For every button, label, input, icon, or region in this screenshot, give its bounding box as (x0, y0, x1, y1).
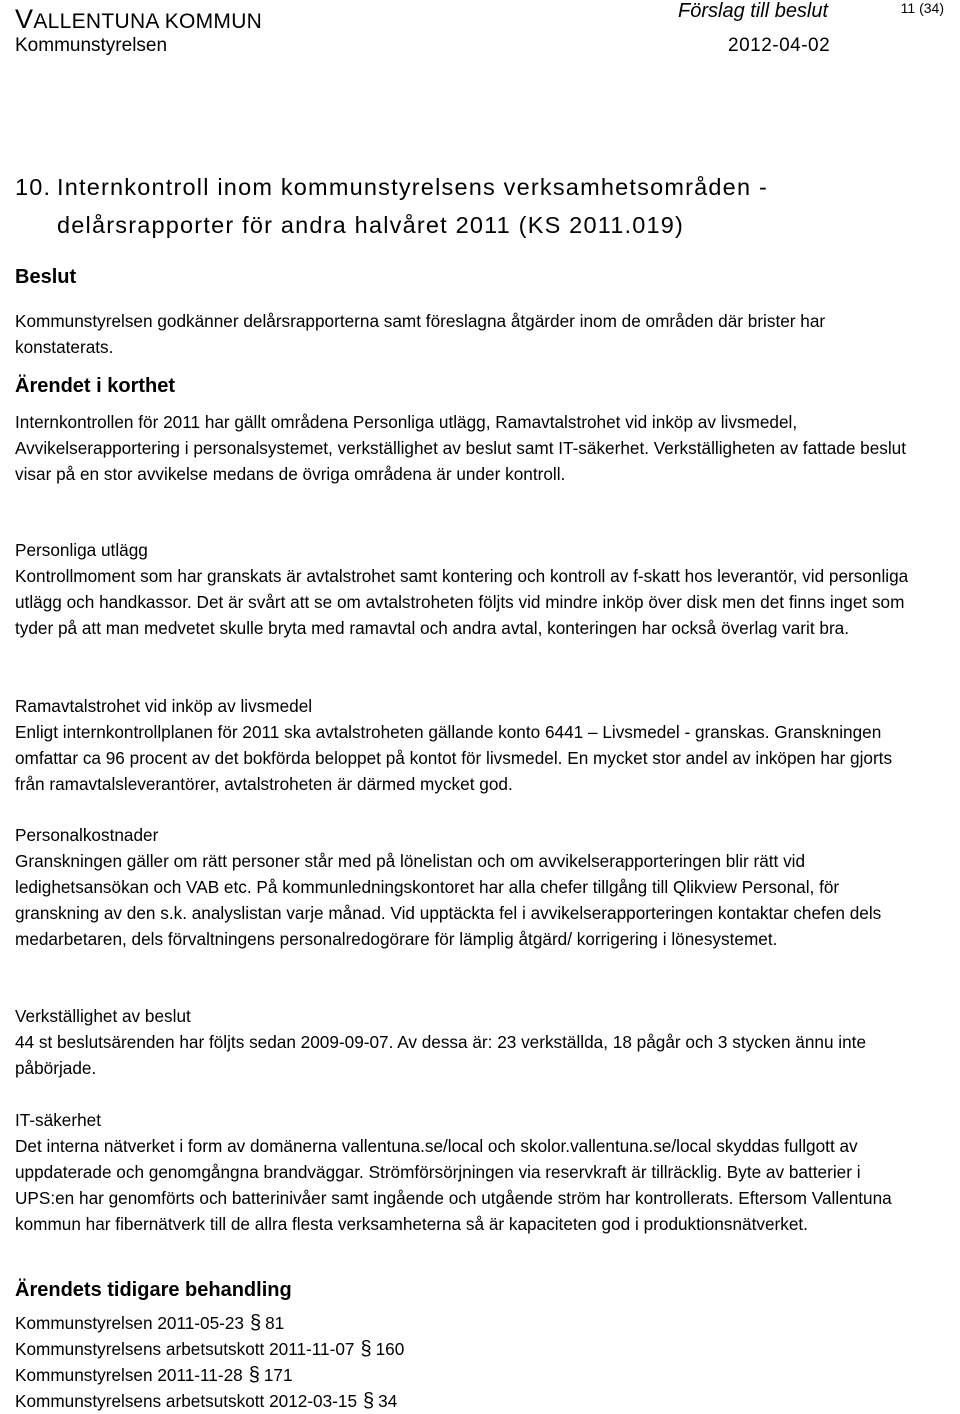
item-title (15, 168, 875, 244)
section-text-it-sakerhet: Det interna nätverket i form av domänerna vallentuna.se/local och skolor.vallentuna.se/local skyddas fullgott av uppdaterade och genomgångna brandväggar. Strömförsörjningen via reservkraft är tillräcklig. Byte av batterier i UPS:en har genomförts och batterinivåer samt ingående och utgående ström har kontrollerats. Eftersom Vallentuna kommun har fibernätverk till de allra flesta verksamheterna så är kapaciteten god i produktionsnätverket. (15, 1136, 892, 1234)
section-sign: § (360, 1338, 372, 1360)
history-heading: Ärendets tidigare behandling (15, 1279, 292, 1301)
organization-initial: V (15, 4, 34, 34)
history-item-paragraph: 81 (265, 1313, 285, 1333)
history-item-paragraph: 160 (375, 1339, 405, 1359)
korthet-text: Internkontrollen för 2011 har gällt områdena Personliga utlägg, Ramavtalstrohet vid inköp av livsmedel, Avvikelserapportering i personalsystemet, verkställighet av beslut samt IT-säkerhet. Verkställigheten av fattade beslut visar på en stor avvikelse medans de övriga områdena är under kontroll. (15, 412, 907, 484)
history-item-paragraph: 171 (263, 1365, 293, 1385)
history-item (15, 1362, 404, 1388)
history-item-paragraph: 34 (378, 1391, 398, 1411)
section-sign: § (248, 1364, 260, 1386)
section-title-ramavtalstrohet: Ramavtalstrohet vid inköp av livsmedel (15, 696, 313, 716)
section-sign: § (249, 1312, 262, 1334)
section-text-personalkostnader: Granskningen gäller om rätt personer står med på lönelistan och om avvikelserapporteringen blir rätt vid ledighetsansökan och VAB etc. På kommunledningskontoret har alla chefer tillgång till Qlikview Personal, för granskning av den s.k. analyslistan varje månad. Vid upptäckta fel i avvikelserapporteringen kontaktar chefen dels medarbetaren, dels förvaltningens personalredogörare för lämplig åtgärd/ korrigering i lönesystemet. (15, 851, 882, 949)
item-title-line1: Internkontroll inom kommunstyrelsens verksamhetsområden - (57, 174, 768, 200)
beslut-text: Kommunstyrelsen godkänner delårsrapporterna samt föreslagna åtgärder inom de områden där brister har konstaterats. (15, 311, 826, 357)
section-title-it-sakerhet: IT-säkerhet (15, 1110, 101, 1130)
history-item (15, 1336, 404, 1362)
item-title-line2: delårsrapporter för andra halvåret 2011 (KS 2011.019) (57, 212, 685, 238)
korthet-heading: Ärendet i korthet (15, 375, 176, 397)
beslut-heading: Beslut (15, 266, 77, 288)
history-item (15, 1388, 404, 1414)
history-list (15, 1310, 404, 1414)
history-item-body: Kommunstyrelsen 2011-11-28 (15, 1365, 243, 1385)
section-title-personalkostnader: Personalkostnader (15, 825, 159, 845)
history-item (15, 1310, 404, 1336)
document-date: 2012-04-02 (728, 35, 831, 56)
section-title-personliga-utlagg: Personliga utlägg (15, 540, 148, 560)
organization-name (15, 4, 262, 35)
page-number: 11 (34) (900, 0, 944, 16)
section-text-personliga-utlagg: Kontrollmoment som har granskats är avtalstrohet samt kontering och kontroll av f-skatt hos leverantör, vid personliga utlägg och handkassor. Det är svårt att se om avtalstroheten följts vid mindre inköp över disk men det finns inget som tyder på att man medvetet skulle bryta med ramavtal och andra avtal, konteringen har också överlag varit bra. (15, 566, 909, 638)
section-sign: § (363, 1390, 375, 1412)
section-title-verkstallighet: Verkställighet av beslut (15, 1006, 191, 1026)
section-text-verkstallighet: 44 st beslutsärenden har följts sedan 2009-09-07. Av dessa är: 23 verkställda, 18 pågår och 3 stycken ännu inte påbörjade. (15, 1032, 867, 1078)
department-name: Kommunstyrelsen (15, 35, 168, 56)
history-item-body: Kommunstyrelsens arbetsutskott 2011-11-07 (15, 1339, 355, 1359)
organization-rest: ALLENTUNA KOMMUN (33, 10, 263, 33)
section-text-ramavtalstrohet: Enligt internkontrollplanen för 2011 ska avtalstroheten gällande konto 6441 – Livsmedel - granskas. Granskningen omfattar ca 96 procent av det bokförda beloppet på kontot för livsmedel. En mycket stor andel av inköpen har gjorts från ramavtalsleverantörer, avtalstroheten är därmed mycket god. (15, 722, 893, 794)
history-item-body: Kommunstyrelsen 2011-05-23 (15, 1313, 244, 1333)
history-item-body: Kommunstyrelsens arbetsutskott 2012-03-15 (15, 1391, 358, 1411)
item-number: 10. (15, 174, 52, 200)
document-status: Förslag till beslut (678, 0, 829, 22)
